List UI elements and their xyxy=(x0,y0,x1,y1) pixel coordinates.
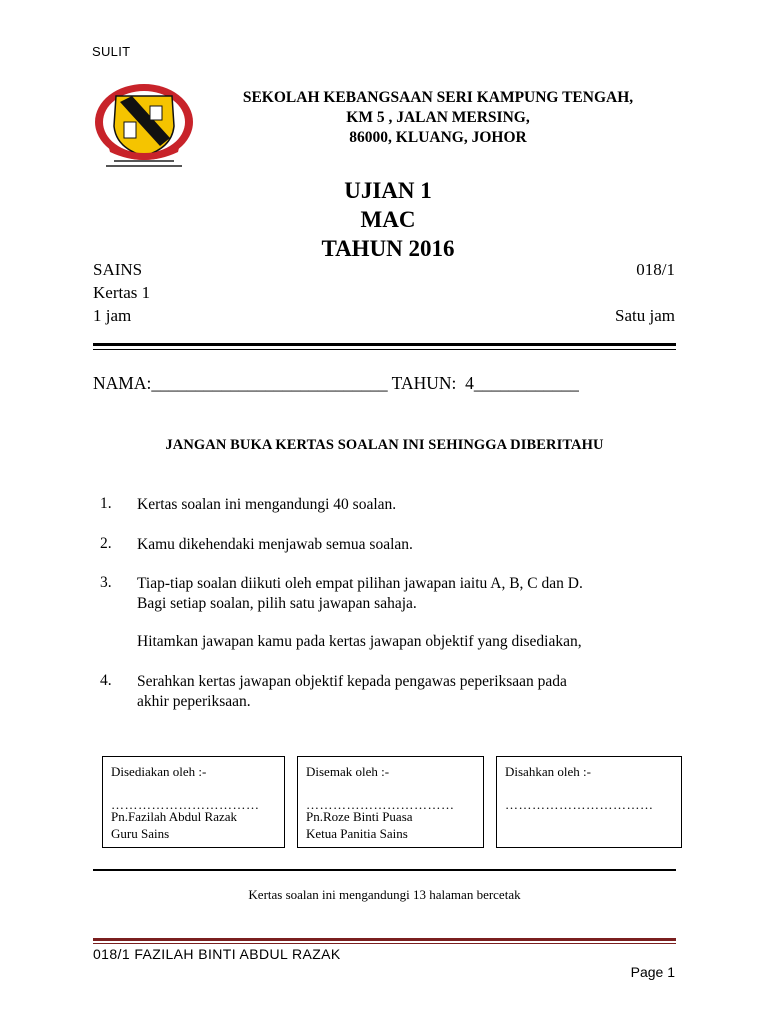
signature-box-checked xyxy=(297,756,484,848)
tahun-blank: ____________ xyxy=(473,373,579,393)
exam-paper: Kertas 1 xyxy=(93,283,151,302)
signature-label: Disahkan oleh :- xyxy=(505,764,591,779)
tahun-label: TAHUN: xyxy=(391,373,457,393)
instruction-text-line: Tiap-tiap soalan diikuti oleh empat pilihan jawapan iaitu A, B, C dan D. xyxy=(137,575,583,592)
page-number: Page 1 xyxy=(630,964,675,980)
school-address-line1: KM 5 , JALAN MERSING, xyxy=(346,109,530,126)
instruction-text: Kamu dikehendaki menjawab semua soalan. xyxy=(137,536,413,553)
instruction-number: 1. xyxy=(100,495,112,512)
exam-duration: 1 jam xyxy=(93,306,132,325)
student-details-line xyxy=(93,373,579,394)
divider-bottom xyxy=(93,869,676,871)
signature-box-prepared xyxy=(102,756,285,848)
signature-role: Ketua Panitia Sains xyxy=(306,826,408,841)
footer-author: 018/1 FAZILAH BINTI ABDUL RAZAK xyxy=(93,946,341,962)
exam-month: MAC xyxy=(360,207,416,232)
instruction-text: Kertas soalan ini mengandungi 40 soalan. xyxy=(137,496,397,513)
do-not-open-warning: JANGAN BUKA KERTAS SOALAN INI SEHINGGA DIBERITAHU xyxy=(165,437,604,453)
nama-blank: ___________________________ xyxy=(151,373,388,393)
instruction-text-line: Bagi setiap soalan, pilih satu jawapan sahaja. xyxy=(137,595,417,612)
instruction-number: 4. xyxy=(100,672,112,689)
instruction-text-line: Serahkan kertas jawapan objektif kepada pengawas peperiksaan pada xyxy=(137,673,567,690)
signature-dots: …………………………… xyxy=(505,797,654,812)
signature-label: Disemak oleh :- xyxy=(306,764,390,779)
exam-year: TAHUN 2016 xyxy=(321,236,455,261)
school-heading xyxy=(200,88,676,148)
instruction-number: 2. xyxy=(100,535,112,552)
footer-rule-thick xyxy=(93,938,676,941)
signature-dots: …………………………… xyxy=(306,797,455,812)
exam-title-block xyxy=(200,176,576,263)
signature-box-approved xyxy=(496,756,682,848)
signature-name: Pn.Roze Binti Puasa xyxy=(306,809,413,824)
instruction-number: 3. xyxy=(100,574,112,591)
divider-thick xyxy=(93,343,676,346)
instruction-text xyxy=(137,574,682,614)
school-name: SEKOLAH KEBANGSAAN SERI KAMPUNG TENGAH, xyxy=(242,89,634,106)
instruction-text xyxy=(137,672,682,712)
instruction-text: Hitamkan jawapan kamu pada kertas jawapan objektif yang disediakan, xyxy=(137,633,582,650)
school-crest-logo xyxy=(92,82,196,170)
school-crest-icon xyxy=(92,82,196,170)
exam-subject: SAINS xyxy=(93,260,143,279)
instruction-text-line: akhir peperiksaan. xyxy=(137,693,251,710)
divider-thin xyxy=(93,349,676,350)
exam-duration-words: Satu jam xyxy=(615,306,675,325)
footer-rule-thin xyxy=(93,943,676,944)
exam-title: UJIAN 1 xyxy=(344,178,432,203)
school-address-line2: 86000, KLUANG, JOHOR xyxy=(349,129,527,146)
signature-role: Guru Sains xyxy=(111,826,170,841)
page-count-note: Kertas soalan ini mengandungi 13 halaman bercetak xyxy=(248,887,521,902)
signature-dots: …………………………… xyxy=(111,797,260,812)
nama-label: NAMA: xyxy=(93,373,152,393)
tahun-value: 4 xyxy=(465,373,474,393)
signature-label: Disediakan oleh :- xyxy=(111,764,207,779)
exam-code: 018/1 xyxy=(636,260,675,279)
signature-name: Pn.Fazilah Abdul Razak xyxy=(111,809,238,824)
classification-label: SULIT xyxy=(92,44,131,59)
